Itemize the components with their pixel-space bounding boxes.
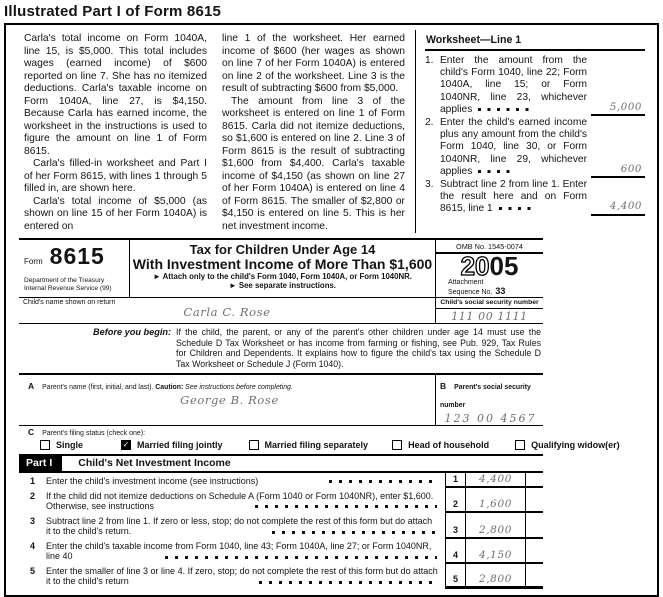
form-line-number: 5 bbox=[29, 566, 35, 577]
child-ssn-label: Child's social security number bbox=[436, 298, 543, 309]
form-line-number: 1 bbox=[29, 475, 35, 486]
child-name-label: Child's name shown on return bbox=[23, 299, 116, 306]
form-line-cents-box[interactable] bbox=[525, 539, 543, 564]
filing-status-label: Head of household bbox=[408, 440, 490, 451]
article-paragraph: The amount from line 3 of the worksheet is entered on line 1 of Form 8615. Carla did not itemize deductions, so $1,600 is entered on line 2. Line 3 of Form 8615 is the result of subtracting $1,600 from $4,400. Carla's taxable income of $4,150 (as shown on line 27 of her Form 1040A) is entered on line 4 of Form 8615. The smaller of $2,800 or $4,150 is entered on line 5. This is her net investment income. bbox=[222, 95, 405, 232]
filing-status-label: Single bbox=[56, 440, 84, 451]
form-line-text: If the child did not itemize deductions on Schedule A (Form 1040 or Form 1040NR), enter $1,600. Otherwise, see instructions bbox=[46, 490, 434, 512]
child-name-field[interactable]: Carla C. Rose bbox=[183, 305, 271, 319]
line-a bbox=[19, 375, 435, 425]
form-line-amount[interactable]: 4,400 bbox=[465, 473, 525, 488]
top-section bbox=[19, 30, 657, 233]
form-word: Form bbox=[24, 257, 43, 266]
form-line-box-number: 2 bbox=[445, 488, 465, 513]
agency-line2: Internal Revenue Service bbox=[24, 284, 99, 292]
before-you-begin-text: If the child, the parent, or any of the parent's other children under age 14 must use the Schedule D Tax Worksheet or has income from farming or fishing, see Pub. 929, Tax Rules for Children and Dependents. It explains how to figure the child's tax using the Schedule D Tax Worksheet or Schedule J (Form 1040). bbox=[176, 327, 541, 369]
see-instructions-note: ► See separate instructions. bbox=[229, 281, 336, 290]
form-line-number: 3 bbox=[29, 515, 35, 526]
article-paragraph: line 1 of the worksheet. Her earned income of $600 (her wages as shown on line 7 of her Form 1040A) is entered on line 2 of the worksheet. Line 3 is the result of subtracting $600 from $5,000. bbox=[222, 33, 405, 94]
article-paragraph: Carla's filled-in worksheet and Part I of her Form 8615, with lines 1 through 5 filled in, are shown here. bbox=[24, 158, 207, 194]
line-a-letter: A bbox=[28, 381, 35, 392]
form-line-text: Subtract line 2 from line 1. If zero or less, stop; do not complete the rest of this form but do attach it to the child's return. bbox=[46, 515, 433, 537]
line-c-label: Parent's filing status (check one): bbox=[42, 430, 146, 438]
form-line-number: 4 bbox=[29, 541, 35, 552]
before-you-begin-label: Before you begin: bbox=[93, 327, 172, 337]
parent-name-field[interactable]: George B. Rose bbox=[180, 393, 279, 408]
worksheet-items bbox=[425, 55, 645, 216]
attachment-number: 33 bbox=[495, 286, 506, 296]
attach-note: ► Attach only to the child's Form 1040, Form 1040A, or Form 1040NR. bbox=[153, 272, 412, 281]
article-paragraph: Carla's total income on Form 1040A, line 15, is $5,000. This total includes wages (earned income) of $600 reported on line 7. She has no itemized deductions. Carla's taxable income on Form 1040A, line 27, is $4,150. Because Carla has earned income, the worksheet in the instructions is used to figure the amount on line 1 of Form 8615. bbox=[24, 33, 207, 157]
form-line-text: Enter the child's investment income (see instructions) bbox=[46, 475, 259, 486]
worksheet-item-text: Enter the child's earned income plus any amount from the child's Form 1040, line 30, or Form 1040NR, line 29, whichever applies bbox=[440, 117, 587, 177]
form-line-row bbox=[19, 513, 543, 538]
dot-leader bbox=[478, 108, 530, 111]
form-line-box-number: 5 bbox=[445, 564, 465, 589]
filing-status-label: Married filing jointly bbox=[137, 440, 223, 451]
line-b-label: Parent's social security number bbox=[440, 384, 531, 410]
form-line-text: Enter the smaller of line 3 or line 4. If zero, stop; do not complete the rest of this form but do attach it to the child's return bbox=[46, 566, 438, 587]
form-line-amount[interactable]: 1,600 bbox=[465, 488, 525, 513]
form-line-cents-box[interactable] bbox=[525, 564, 543, 589]
worksheet-item bbox=[425, 55, 645, 116]
checkbox[interactable] bbox=[40, 440, 50, 450]
omb-number: OMB No. 1545-0074 bbox=[436, 240, 543, 254]
before-you-begin bbox=[19, 324, 543, 375]
article-paragraph: Carla's total income of $5,000 (as shown on line 15 of her Form 1040A) is entered on bbox=[24, 195, 207, 232]
worksheet-line1 bbox=[415, 30, 657, 233]
child-name-row bbox=[19, 298, 543, 324]
filing-status-row bbox=[19, 426, 620, 454]
attachment-line2: Sequence No. bbox=[448, 289, 493, 296]
form-line-cents-box[interactable] bbox=[525, 513, 543, 538]
part1-lines bbox=[19, 473, 543, 588]
form-line-text: Enter the child's taxable income from Form 1040, line 43; Form 1040A, line 27; or Form 1040NR, line 40 bbox=[46, 541, 432, 562]
dot-leader bbox=[259, 581, 437, 584]
worksheet-item-text: Enter the amount from the child's Form 1040, line 22; Form 1040A, line 15; or Form 1040NR, line 23, whichever applies bbox=[440, 55, 587, 115]
tax-year bbox=[436, 251, 543, 281]
article-column-1 bbox=[19, 30, 217, 233]
worksheet-item-value[interactable]: 600 bbox=[591, 164, 645, 178]
checkbox[interactable] bbox=[515, 440, 525, 450]
dot-leader bbox=[499, 207, 533, 210]
form-line-box-number: 3 bbox=[445, 513, 465, 538]
filing-status-option bbox=[392, 440, 489, 450]
dot-leader bbox=[165, 556, 437, 559]
part1-title: Child's Net Investment Income bbox=[78, 457, 231, 470]
form-line-row bbox=[19, 473, 543, 488]
form-line-cents-box[interactable] bbox=[525, 488, 543, 513]
form-line-row bbox=[19, 488, 543, 513]
worksheet-item-number: 2. bbox=[425, 117, 434, 129]
form-number: 8615 bbox=[49, 243, 105, 269]
child-ssn-box bbox=[435, 298, 543, 323]
form-8615 bbox=[19, 238, 620, 589]
worksheet-item bbox=[425, 117, 645, 178]
attachment-line1: Attachment bbox=[448, 279, 484, 286]
form-number-block bbox=[19, 240, 130, 297]
article-column-2 bbox=[217, 30, 415, 233]
form-line-cents-box[interactable] bbox=[525, 473, 543, 488]
worksheet-item-number: 1. bbox=[425, 55, 434, 66]
checkbox[interactable] bbox=[249, 440, 259, 450]
dot-leader bbox=[329, 480, 437, 483]
agency-code: (99) bbox=[99, 284, 112, 292]
line-a-label: Parent's name (first, initial, and last). bbox=[42, 384, 154, 392]
agency-block bbox=[24, 277, 126, 292]
worksheet-item-value[interactable]: 4,400 bbox=[591, 201, 645, 215]
illustration-box bbox=[4, 23, 659, 597]
line-b-letter: B bbox=[440, 381, 447, 392]
part1-label: Part I bbox=[19, 456, 62, 471]
filing-status-option bbox=[515, 440, 620, 450]
part1-header bbox=[19, 454, 543, 473]
checkbox[interactable] bbox=[121, 440, 131, 450]
form-title-block bbox=[130, 240, 435, 297]
parent-ssn-field[interactable]: 123 00 4567 bbox=[444, 412, 537, 426]
dot-leader bbox=[478, 170, 514, 173]
checkmark-icon: ✓ bbox=[122, 440, 130, 450]
form-line-box-number: 1 bbox=[445, 473, 465, 488]
agency-line1: Department of the Treasury bbox=[24, 277, 105, 284]
omb-block bbox=[435, 240, 543, 297]
form-line-row bbox=[19, 564, 543, 589]
worksheet-item-text: Subtract line 2 from line 1. Enter the result here and on Form 8615, line 1 bbox=[440, 179, 587, 215]
filing-status-options bbox=[28, 437, 620, 451]
line-b bbox=[435, 375, 543, 425]
line-a-caution: Caution: bbox=[155, 384, 184, 392]
form-line-number: 2 bbox=[29, 490, 35, 501]
form-line-row bbox=[19, 539, 543, 564]
tax-year-outline: 20 bbox=[460, 251, 490, 281]
attachment-sequence bbox=[436, 279, 543, 297]
form-line-amount[interactable]: 4,150 bbox=[465, 539, 525, 564]
filing-status-option bbox=[121, 440, 223, 450]
filing-status-option bbox=[249, 440, 369, 450]
worksheet-title: Worksheet—Line 1 bbox=[425, 34, 645, 51]
filing-status-label: Qualifying widow(er) bbox=[531, 440, 620, 451]
dot-leader bbox=[272, 531, 437, 534]
form-title-line2: With Investment Income of More Than $1,600 bbox=[132, 256, 433, 272]
page-title: Illustrated Part I of Form 8615 bbox=[4, 3, 222, 20]
tax-year-bold: 05 bbox=[489, 251, 519, 281]
filing-status-option bbox=[40, 440, 83, 450]
checkbox[interactable] bbox=[392, 440, 402, 450]
worksheet-item-value[interactable]: 5,000 bbox=[591, 102, 645, 116]
form-line-box-number: 4 bbox=[445, 539, 465, 564]
form-header bbox=[19, 240, 543, 298]
child-ssn-field[interactable]: 111 00 1111 bbox=[451, 310, 528, 323]
filing-status-label: Married filing separately bbox=[264, 440, 369, 451]
form-line-amount[interactable]: 2,800 bbox=[465, 513, 525, 538]
line-a-caution-text: See instructions before completing. bbox=[185, 384, 293, 392]
line-c-letter: C bbox=[28, 427, 35, 438]
worksheet-item bbox=[425, 179, 645, 216]
parent-info-row bbox=[19, 375, 543, 426]
form-line-amount[interactable]: 2,800 bbox=[465, 564, 525, 589]
worksheet-item-number: 3. bbox=[425, 179, 434, 191]
form-title-line1: Tax for Children Under Age 14 bbox=[189, 242, 376, 257]
